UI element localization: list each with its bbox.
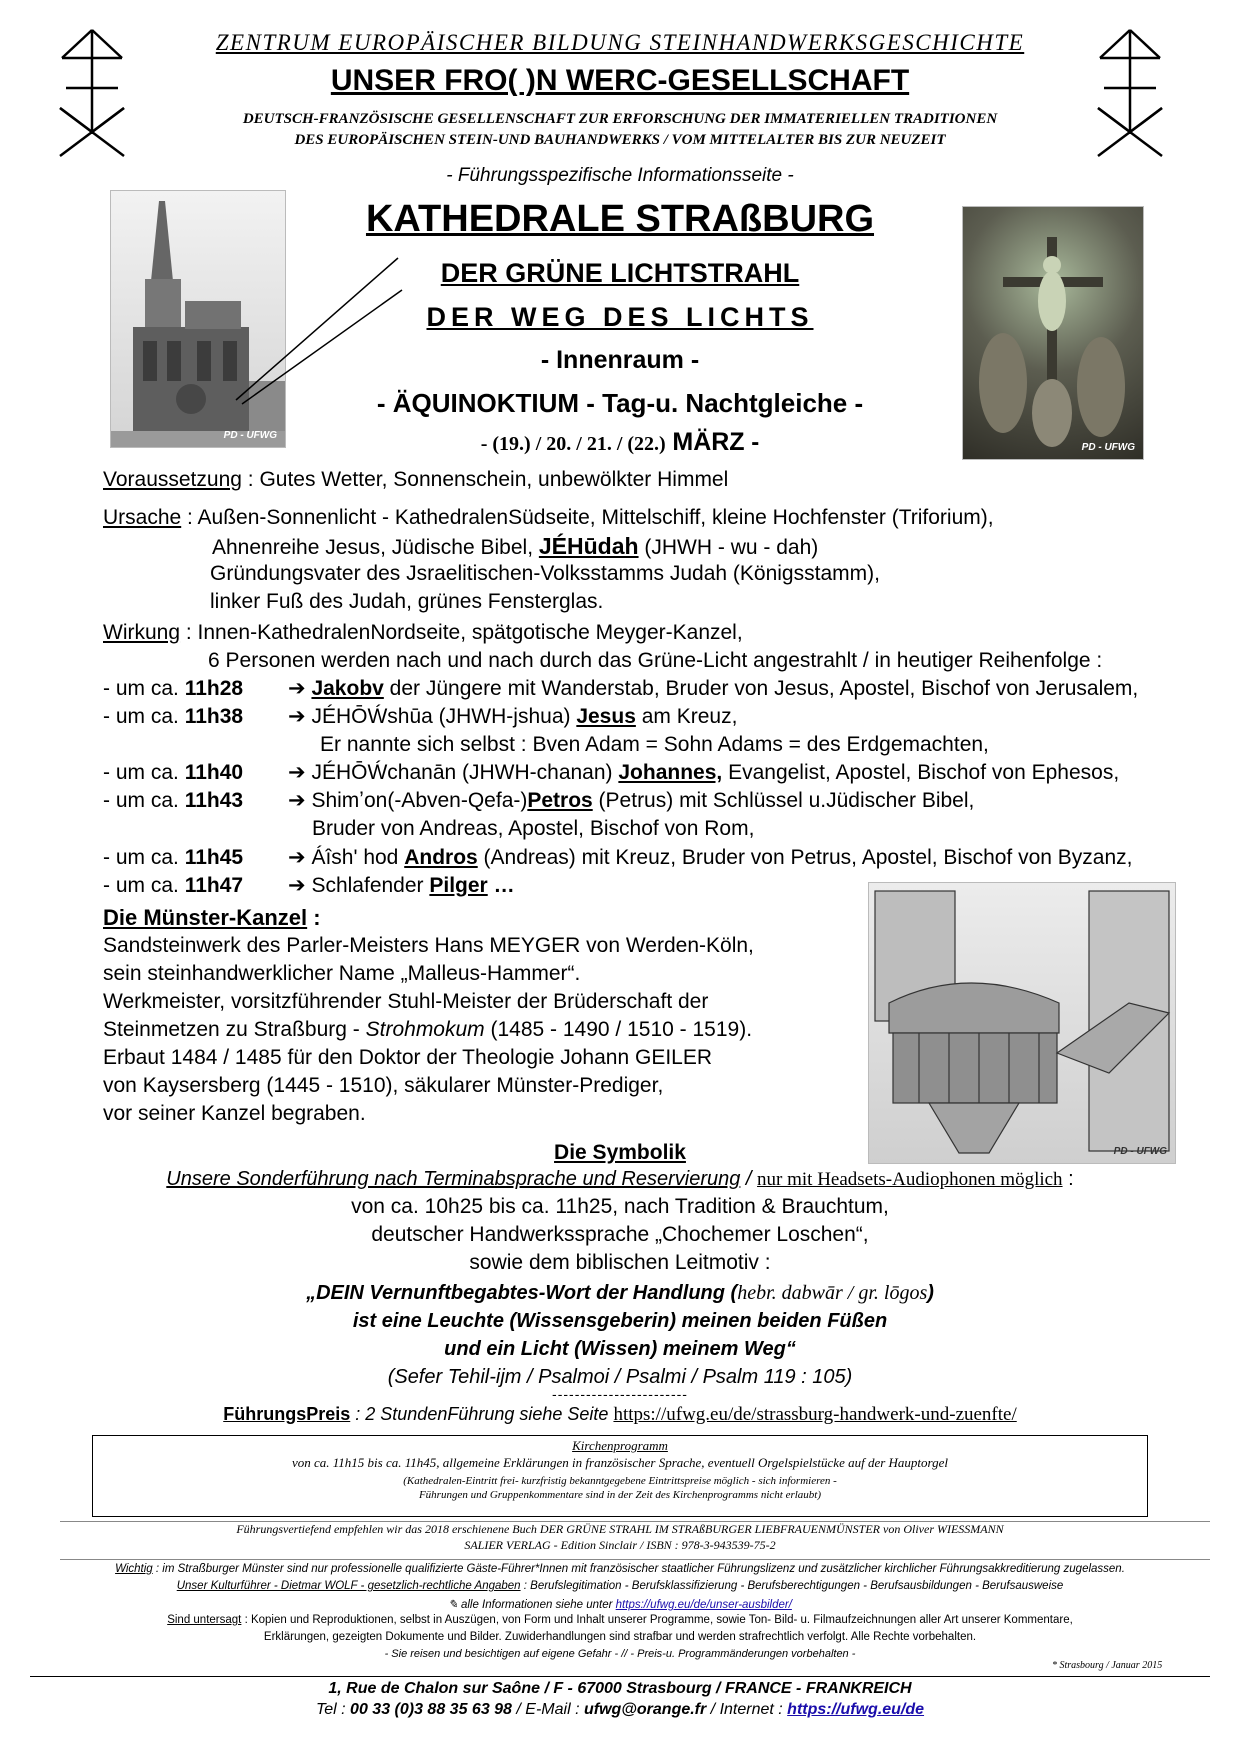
symbolism-line-4: sowie dem biblischen Leitmotiv : xyxy=(469,1251,771,1274)
schedule-person: Pilger xyxy=(429,874,488,897)
church-program-line: Führungen und Gruppenkommentare sind in der Zeit des Kirchenprogramms nicht erlaubt) xyxy=(418,1489,822,1501)
schedule-continuation: Bruder von Andreas, Apostel, Bischof von Rom, xyxy=(312,817,755,840)
pulpit-line: vor seiner Kanzel begraben. xyxy=(103,1102,366,1125)
arrow-icon: ➔ xyxy=(288,705,306,728)
important-label: Wichtig xyxy=(115,1563,153,1575)
schedule-row-detail xyxy=(288,845,1133,871)
schedule-text: am Kreuz, xyxy=(635,705,738,728)
schedule-text: JÉHŌẂshūa (JHWH-jshua) xyxy=(311,705,577,728)
tel-label: Tel : xyxy=(315,1701,351,1718)
divider xyxy=(60,1559,1210,1560)
pulpit-heading-text: Die Münster-Kanzel xyxy=(103,905,308,930)
schedule-person: Jakobv xyxy=(311,677,384,700)
prohibited-text: : Kopien und Reproduktionen, selbst in Auszügen, von Form und Inhalt unserer Programme, sowie Ton- Bild- u. Filmaufzeichnungen aller Art unserer Kommentare, xyxy=(241,1614,1073,1626)
pulpit-line: sein steinhandwerklicher Name „Malleus-Hammer“. xyxy=(103,962,581,985)
crucifixion-sculpture-image xyxy=(962,206,1144,460)
important-text: : im Straßburger Münster sind nur professionelle qualifizierte Gäste-Führer*Innen mit französischer staatlicher Führungslizenz und zusätzlicher kirchlicher Führungsakkreditierung zugelassen. xyxy=(152,1563,1125,1575)
dates-days: - (19.) / 20. / 21. / (22.) xyxy=(480,433,666,455)
pulpit-text: (1485 - 1490 / 1510 - 1519). xyxy=(484,1018,753,1041)
guide-legal-text: : Berufslegitimation - Berufsklassifizierung - Berufsberechtigungen - Berufsausbildungen - Berufsausweise xyxy=(520,1580,1064,1592)
schedule-time: 11h45 xyxy=(184,846,244,869)
schedule-row-detail xyxy=(288,760,1119,786)
symbolism-line-1 xyxy=(60,1168,1180,1191)
image-credit: PD - UFWG xyxy=(223,430,277,441)
org-subtitle-1: DEUTSCH-FRANZÖSISCHE GESELLENSCHAFT ZUR ERFORSCHUNG DER IMMATERIELLEN TRADITIONEN xyxy=(242,111,998,127)
schedule-row xyxy=(103,788,243,814)
date-stamp: * Strasbourg / Januar 2015 xyxy=(1052,1660,1163,1671)
symbolism-text: : xyxy=(1062,1168,1074,1190)
org-main-title: UNSER FRO( )N WERC-GESELLSCHAFT xyxy=(330,64,910,97)
symbolism-heading: Die Symbolik xyxy=(554,1141,686,1164)
schedule-text: … xyxy=(487,874,515,897)
image-credit: PD - UFWG xyxy=(1081,442,1135,453)
quote-text: ) xyxy=(927,1282,934,1304)
price-link[interactable]: https://ufwg.eu/de/strassburg-handwerk-und-zuenfte/ xyxy=(613,1404,1017,1425)
schedule-continuation: Er nannte sich selbst : Bven Adam = Sohn Adams = des Erdgemachten, xyxy=(320,733,989,756)
requirement-label: Voraussetzung xyxy=(103,468,242,491)
quote-text: „DEIN Vernunftbegabtes-Wort der Handlung ( xyxy=(306,1282,738,1304)
subtitle-green-ray: DER GRÜNE LICHTSTRAHL xyxy=(440,258,800,288)
arrow-icon: ➔ xyxy=(288,677,306,700)
price-label: FührungsPreis xyxy=(223,1404,351,1424)
schedule-row-detail xyxy=(288,704,737,730)
condition-cause xyxy=(103,505,994,531)
schedule-row xyxy=(103,845,243,871)
dashed-divider: ------------------------ xyxy=(552,1386,688,1402)
mason-mark-right-icon xyxy=(1090,28,1170,160)
page-title: KATHEDRALE STRAßBURG xyxy=(365,198,875,240)
tour-price xyxy=(60,1404,1180,1426)
price-text: : 2 StundenFührung siehe Seite xyxy=(350,1404,614,1424)
cause-text-1: : Außen-Sonnenlicht - KathedralenSüdseite, Mittelschiff, kleine Hochfenster (Triforium), xyxy=(181,506,994,529)
divider xyxy=(30,1676,1210,1677)
effect-line-2: 6 Personen werden nach und nach durch das Grüne-Licht angestrahlt / in heutiger Reihenfolge : xyxy=(208,649,1103,672)
symbolism-line-2: von ca. 10h25 bis ca. 11h25, nach Tradition & Brauchtum, xyxy=(351,1195,889,1218)
symbolism-text: / xyxy=(740,1168,758,1190)
cause-line-2 xyxy=(212,533,818,561)
arrow-icon: ➔ xyxy=(288,846,306,869)
image-credit: PD - UFWG xyxy=(1113,1146,1167,1157)
schedule-prefix: - um ca. xyxy=(103,789,185,812)
book-recommendation: Führungsvertiefend empfehlen wir das 2018 erschienene Buch DER GRÜNE STRAHL IM STRAßBURGER LIEBFRAUENMÜNSTER von Oliver WIESSMANN xyxy=(236,1522,1004,1536)
schedule-row-detail xyxy=(288,873,515,899)
pulpit-text-italic: Strohmokum xyxy=(365,1018,485,1041)
org-subtitle-2: DES EUROPÄISCHEN STEIN-UND BAUHANDWERKS / VOM MITTELALTER BIS ZUR NEUZEIT xyxy=(294,132,946,148)
risk-note: - Sie reisen und besichtigen auf eigene Gefahr - // - Preis-u. Programmänderungen vorbehalten - xyxy=(384,1648,856,1660)
instructor-link[interactable]: https://ufwg.eu/de/unser-ausbilder/ xyxy=(615,1599,792,1611)
schedule-row xyxy=(103,760,243,786)
book-publisher: SALIER VERLAG - Edition Sinclair / ISBN : 978-3-943539-75-2 xyxy=(464,1538,776,1552)
cause-text-2b: (JHWH - wu - dah) xyxy=(638,536,819,559)
prohibited-note xyxy=(40,1614,1200,1626)
schedule-prefix: - um ca. xyxy=(103,874,185,897)
quote-line-2: ist eine Leuchte (Wissensgeberin) meinen beiden Füßen xyxy=(352,1310,888,1332)
footer-phone[interactable]: 00 33 (0)3 88 35 63 98 xyxy=(350,1701,512,1718)
schedule-time: 11h38 xyxy=(184,705,244,728)
pulpit-line xyxy=(103,1017,752,1043)
footer-address: 1, Rue de Chalon sur Saône / F - 67000 Strasbourg / FRANCE - FRANKREICH xyxy=(328,1680,912,1697)
subtitle-way-of-light: DER WEG DES LICHTS xyxy=(426,302,814,332)
footer-website[interactable]: https://ufwg.eu/de xyxy=(787,1701,925,1718)
org-top-line: ZENTRUM EUROPÄISCHER BILDUNG STEINHANDWERKSGESCHICHTE xyxy=(215,30,1025,55)
schedule-prefix: - um ca. xyxy=(103,846,185,869)
pulpit-line: Erbaut 1484 / 1485 für den Doktor der Theologie Johann GEILER xyxy=(103,1046,713,1069)
symbolism-text: Unsere Sonderführung nach Terminabsprache und Reservierung xyxy=(166,1168,741,1190)
schedule-prefix: - um ca. xyxy=(103,705,185,728)
effect-label: Wirkung xyxy=(103,621,181,644)
pulpit-line: Sandsteinwerk des Parler-Meisters Hans MEYGER von Werden-Köln, xyxy=(103,934,754,957)
cause-line-4: linker Fuß des Judah, grünes Fensterglas. xyxy=(210,590,604,613)
subtitle-equinox: - ÄQUINOKTIUM - Tag-u. Nachtgleiche - xyxy=(376,388,864,418)
footer-email[interactable]: ufwg@orange.fr xyxy=(583,1701,707,1718)
guide-legal-label: Unser Kulturführer - Dietmar WOLF - gesetzlich-rechtliche Angaben xyxy=(176,1580,521,1592)
pulpit-text: Steinmetzen zu Straßburg - xyxy=(103,1018,366,1041)
guide-legal-note xyxy=(40,1580,1200,1592)
pulpit-engraving-image xyxy=(868,882,1176,1164)
equinox-dates xyxy=(340,428,900,457)
pulpit-line: von Kaysersberg (1445 - 1510), säkularer Münster-Prediger, xyxy=(103,1074,664,1097)
effect-text-1: : Innen-KathedralenNordseite, spätgotische Meyger-Kanzel, xyxy=(180,621,743,644)
quote-reference: (Sefer Tehil-ijm / Psalmoi / Psalmi / Psalm 119 : 105) xyxy=(387,1366,853,1388)
cause-name: JÉHūdah xyxy=(538,533,639,559)
mail-label: / E-Mail : xyxy=(511,1701,584,1718)
schedule-text: Evangelist, Apostel, Bischof von Ephesos, xyxy=(722,761,1120,784)
quote-line-1 xyxy=(160,1282,1080,1305)
schedule-row-detail xyxy=(288,676,1138,702)
condition-effect xyxy=(103,620,743,646)
pulpit-heading xyxy=(103,905,321,931)
schedule-prefix: - um ca. xyxy=(103,677,185,700)
important-note xyxy=(40,1563,1200,1575)
mason-mark-left-icon xyxy=(52,28,132,160)
info-link-line xyxy=(40,1597,1200,1611)
arrow-icon: ➔ xyxy=(288,761,306,784)
schedule-text: JÉHŌẂchanān (JHWH-chanan) xyxy=(311,761,619,784)
cause-line-3: Gründungsvater des Jsraelitischen-Volksstamms Judah (Königsstamm), xyxy=(210,562,880,585)
cause-label: Ursache xyxy=(103,506,182,529)
quote-text: hebr. dabwār / gr. lōgos xyxy=(737,1282,928,1304)
schedule-row xyxy=(103,704,243,730)
schedule-row xyxy=(103,873,243,899)
schedule-text: Áîsh' hod xyxy=(311,846,405,869)
schedule-prefix: - um ca. xyxy=(103,761,185,784)
schedule-time: 11h47 xyxy=(184,874,244,897)
schedule-person: Petros xyxy=(527,789,593,812)
church-program-line: (Kathedralen-Eintritt frei- kurzfristig bekanntgegebene Eintrittspreise möglich - sich informieren - xyxy=(403,1475,837,1487)
dates-month: MÄRZ xyxy=(672,428,745,456)
dates-end: - xyxy=(751,429,760,456)
schedule-text: Schlafender xyxy=(311,874,430,897)
quote-line-3: und ein Licht (Wissen) meinem Weg“ xyxy=(444,1338,796,1360)
cause-text-2a: Ahnenreihe Jesus, Jüdische Bibel, xyxy=(212,536,539,559)
symbolism-text: nur mit Headsets-Audiophonen möglich xyxy=(757,1169,1063,1190)
arrow-icon: ➔ xyxy=(288,874,306,897)
schedule-text: der Jüngere mit Wanderstab, Bruder von Jesus, Apostel, Bischof von Jerusalem, xyxy=(383,677,1139,700)
symbolism-line-3: deutscher Handwerkssprache „Chochemer Loschen“, xyxy=(371,1223,869,1246)
info-link-prefix: ✎ alle Informationen siehe unter xyxy=(448,1599,616,1611)
church-program-title: Kirchenprogramm xyxy=(572,1438,668,1453)
pulpit-line: Werkmeister, vorsitzführender Stuhl-Meister der Brüderschaft der xyxy=(103,990,709,1013)
schedule-text: Shimʼon(-Abven-Qefa-) xyxy=(311,789,528,812)
schedule-time: 11h43 xyxy=(184,789,244,812)
schedule-row xyxy=(103,676,243,702)
condition-requirement xyxy=(103,467,728,493)
schedule-row-detail xyxy=(288,788,974,814)
info-page-label: - Führungsspezifische Informationsseite - xyxy=(446,165,794,186)
crucifixion-drawing xyxy=(963,207,1143,459)
pulpit-drawing xyxy=(869,883,1175,1163)
prohibited-label: Sind untersagt xyxy=(167,1614,242,1626)
schedule-text: (Andreas) mit Kreuz, Bruder von Petrus, Apostel, Bischof von Byzanz, xyxy=(477,846,1133,869)
schedule-person: Johannes, xyxy=(618,761,723,784)
arrow-icon: ➔ xyxy=(288,789,306,812)
web-label: / Internet : xyxy=(706,1701,788,1718)
church-program-box xyxy=(92,1435,1148,1517)
requirement-text: : Gutes Wetter, Sonnenschein, unbewölkter Himmel xyxy=(241,468,729,491)
schedule-text: (Petrus) mit Schlüssel u.Jüdischer Bibel, xyxy=(592,789,975,812)
church-program-line: von ca. 11h15 bis ca. 11h45, allgemeine Erklärungen in französischer Sprache, eventuell Orgelspielstücke auf der Hauptorgel xyxy=(291,1455,948,1470)
schedule-time: 11h28 xyxy=(184,677,244,700)
schedule-person: Andros xyxy=(404,846,478,869)
schedule-time: 11h40 xyxy=(184,761,244,784)
prohibited-note-2: Erklärungen, gezeigten Dokumente und Bilder. Zuwiderhandlungen sind strafbar und werden strafrechtlich verfolgt. Alle Rechte vorbehalten. xyxy=(263,1631,977,1643)
schedule-person: Jesus xyxy=(576,705,636,728)
subtitle-interior: - Innenraum - xyxy=(540,346,700,374)
pulpit-heading-colon: : xyxy=(307,905,321,930)
footer-contact xyxy=(60,1701,1180,1719)
